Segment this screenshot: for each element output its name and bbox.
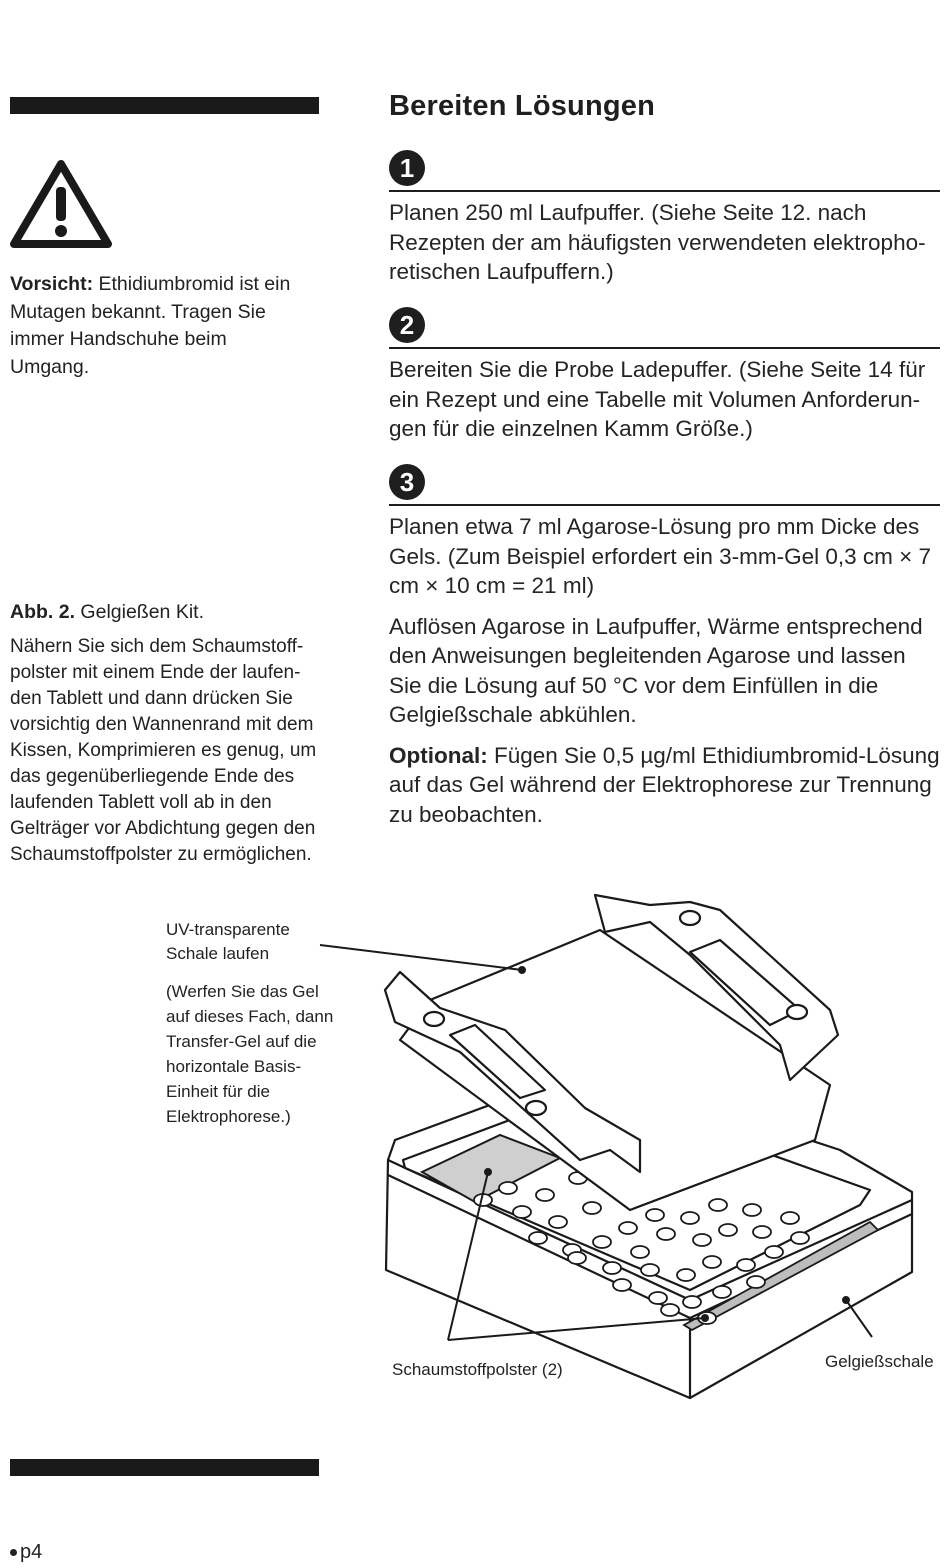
figure-caption bbox=[10, 599, 320, 627]
caution-label: Vorsicht: bbox=[10, 273, 94, 295]
step-2 bbox=[389, 307, 940, 444]
page-number-text: p4 bbox=[20, 1541, 43, 1563]
step-text: Auflösen Agarose in Laufpuffer, Wärme entsprechend den Anweisungen begleitenden Agarose und lassen Sie die Lösung auf 50 °C vor dem Einfüllen in die Gelgießschale abkühlen. bbox=[389, 613, 923, 727]
warning-triangle-icon bbox=[9, 158, 113, 250]
step-number-badge: 1 bbox=[389, 150, 425, 186]
figure-description: Nähern Sie sich dem Schaumstoff-polster mit einem Ende der laufen-den Tablett und dann drücken Sie vorsichtig den Wannenrand mit dem Kissen, Komprimieren es genug, um das gegenüberliegende Ende des laufenden Tablett voll ab in den Gelträger vor Abdichtung gegen den Schaumstoffpolster zu ermöglichen. bbox=[10, 636, 317, 865]
tray-note: (Werfen Sie das Gel auf dieses Fach, dann Transfer-Gel auf die horizontale Basis-Einheit für die Elektrophorese.) bbox=[166, 982, 334, 1126]
figure-label: Abb. 2. bbox=[10, 601, 76, 623]
optional-label: Optional: bbox=[389, 742, 488, 768]
foam-pad-label: Schaumstoffpolster (2) bbox=[392, 1360, 563, 1379]
caution-note bbox=[10, 271, 310, 381]
step-3 bbox=[389, 464, 940, 829]
step-rule bbox=[389, 347, 940, 349]
optional-note bbox=[389, 741, 940, 830]
figure-title: Gelgießen Kit. bbox=[75, 601, 204, 623]
tray-label: UV-transparente Schale laufen bbox=[166, 920, 290, 963]
step-rule bbox=[389, 190, 940, 192]
caution-text: Ethidiumbromid ist ein Mutagen bekannt. Tragen Sie immer Handschuhe beim Umgang. bbox=[10, 273, 291, 378]
step-rule bbox=[389, 504, 940, 506]
step-1 bbox=[389, 150, 940, 287]
page-number bbox=[10, 1540, 42, 1564]
bullet-icon bbox=[10, 1549, 17, 1556]
optional-text: Fügen Sie 0,5 µg/ml Ethidiumbromid-Lösung auf das Gel während der Elektrophorese zur Trennung zu beobachten. bbox=[389, 742, 940, 827]
step-text: Planen etwa 7 ml Agarose-Lösung pro mm Dicke des Gels. (Zum Beispiel erfordert ein 3-mm-Gel 0,3 cm × 7 cm × 10 cm = 21 ml) bbox=[389, 514, 932, 598]
step-number-badge: 2 bbox=[389, 307, 425, 343]
step-text: Bereiten Sie die Probe Ladepuffer. (Siehe Seite 14 für ein Rezept und eine Tabelle mit Volumen Anforderun-gen für die einzelnen Kamm Größe.) bbox=[389, 357, 926, 441]
gel-casting-kit-illustration bbox=[0, 880, 950, 1420]
casting-tray-label: Gelgießschale bbox=[825, 1352, 934, 1371]
step-text: Planen 250 ml Laufpuffer. (Siehe Seite 12. nach Rezepten der am häufigsten verwendeten elektropho-retischen Laufpuffern.) bbox=[389, 200, 926, 284]
bottom-divider-bar bbox=[10, 1459, 319, 1476]
step-number-badge: 3 bbox=[389, 464, 425, 500]
page-title: Bereiten Lösungen bbox=[389, 90, 656, 122]
top-divider-bar bbox=[10, 97, 319, 114]
